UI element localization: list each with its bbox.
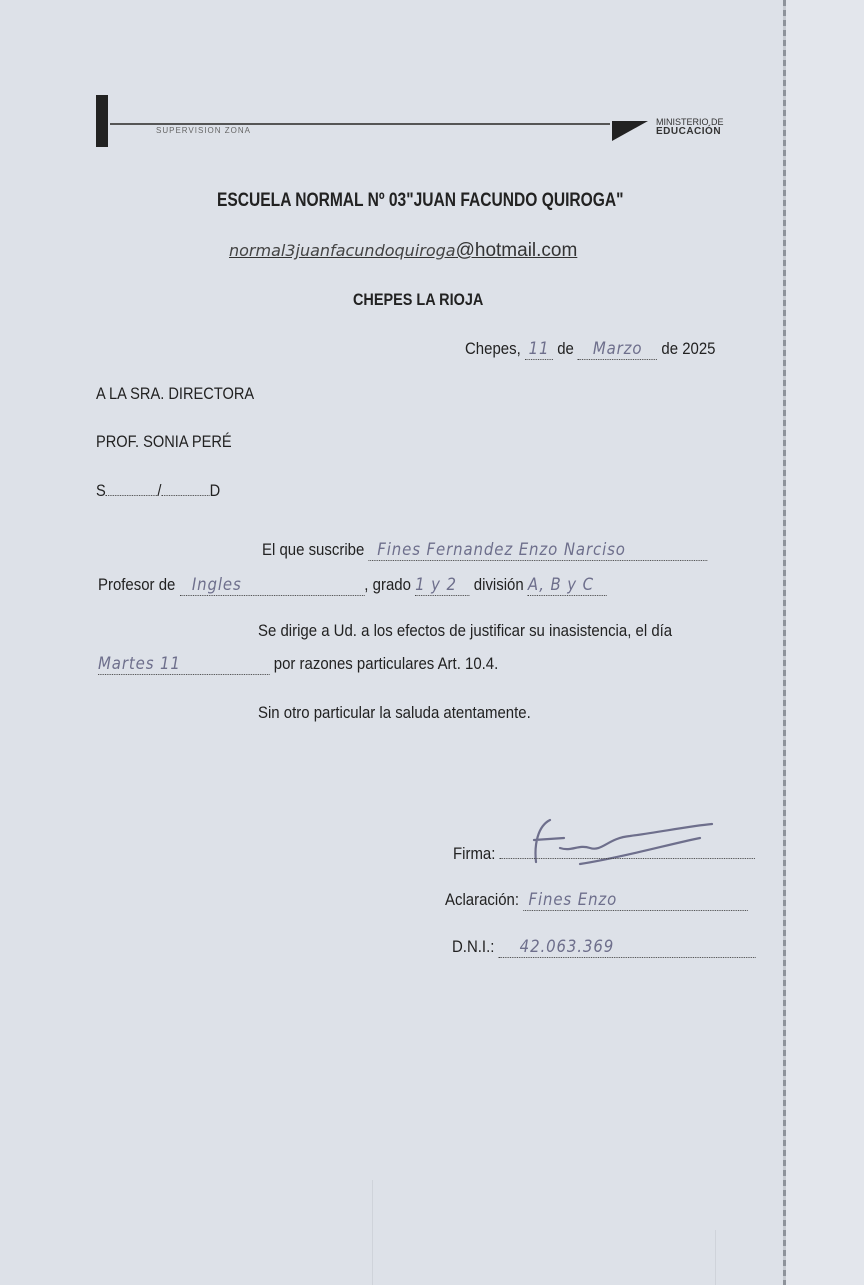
grado-value: 1 y 2: [415, 575, 457, 595]
closing-line: Sin otro particular la saluda atentamente.: [258, 703, 531, 722]
greeting-d: D: [209, 481, 221, 500]
letterhead-line: [110, 123, 610, 125]
dni-line: [452, 937, 756, 958]
greeting-s: S: [96, 481, 106, 500]
aclaracion-value: Fines Enzo: [528, 890, 618, 910]
recipient-title: A LA SRA. DIRECTORA: [96, 384, 255, 403]
paper-crease: [372, 1180, 373, 1285]
recipient-name: PROF. SONIA PERÉ: [96, 432, 232, 451]
body-line-reason: [98, 654, 498, 675]
ministry-line2: EDUCACIÓN: [656, 126, 722, 137]
body-line-profesor: Profesor de Ingles , grado 1 y 2 división A, B y C: [98, 575, 607, 596]
letterhead-bar: [96, 95, 108, 147]
reason-text: por razones particulares Art. 10.4.: [273, 654, 499, 673]
ministry-line1: MINISTERIO DE: [656, 117, 724, 127]
date-de2: de: [661, 339, 679, 358]
body-line-dirige: Se dirige a Ud. a los efectos de justificar su inasistencia, el día: [258, 621, 673, 640]
ministry-logo-icon: [612, 121, 648, 141]
recipient-greeting: [96, 481, 220, 501]
division-label: división: [473, 575, 524, 594]
email-handwritten: normal3juanfacundoquiroga: [229, 241, 456, 260]
dni-value: 42.063.369: [519, 937, 615, 957]
date-year: 2025: [682, 339, 716, 358]
absent-day: Martes 11: [98, 654, 181, 674]
adjacent-page: [786, 0, 864, 1285]
school-name: ESCUELA NORMAL Nº 03"JUAN FACUNDO QUIROGA": [217, 190, 624, 211]
aclaracion-line: [445, 890, 748, 911]
division-value: A, B y C: [527, 575, 595, 595]
grado-label: grado: [372, 575, 411, 594]
date-prefix: Chepes,: [465, 339, 521, 358]
dni-label: D.N.I.:: [452, 937, 495, 956]
subject-value: Ingles: [191, 575, 242, 595]
date-de1: de: [557, 339, 574, 358]
date-day: 11: [528, 339, 550, 359]
paper-crease: [715, 1230, 716, 1285]
firma-label: Firma:: [453, 844, 496, 863]
teacher-name: Fines Fernandez Enzo Narciso: [377, 540, 626, 560]
email-domain: @hotmail.com: [455, 240, 578, 261]
aclaracion-label: Aclaración:: [445, 890, 520, 909]
school-city: CHEPES LA RIOJA: [353, 290, 484, 309]
date-line: [465, 339, 716, 360]
firma-line: [453, 844, 755, 864]
body-line-suscribe: [262, 540, 707, 561]
date-month: Marzo: [592, 339, 643, 359]
ministry-name: [656, 118, 724, 136]
greeting-slash: /: [157, 481, 162, 500]
suscribe-label: El que suscribe: [262, 540, 365, 559]
school-email: [229, 240, 577, 262]
profesor-label: Profesor de: [98, 575, 176, 594]
page-edge: [783, 0, 786, 1285]
supervision-caption: SUPERVISION ZONA: [156, 126, 251, 135]
